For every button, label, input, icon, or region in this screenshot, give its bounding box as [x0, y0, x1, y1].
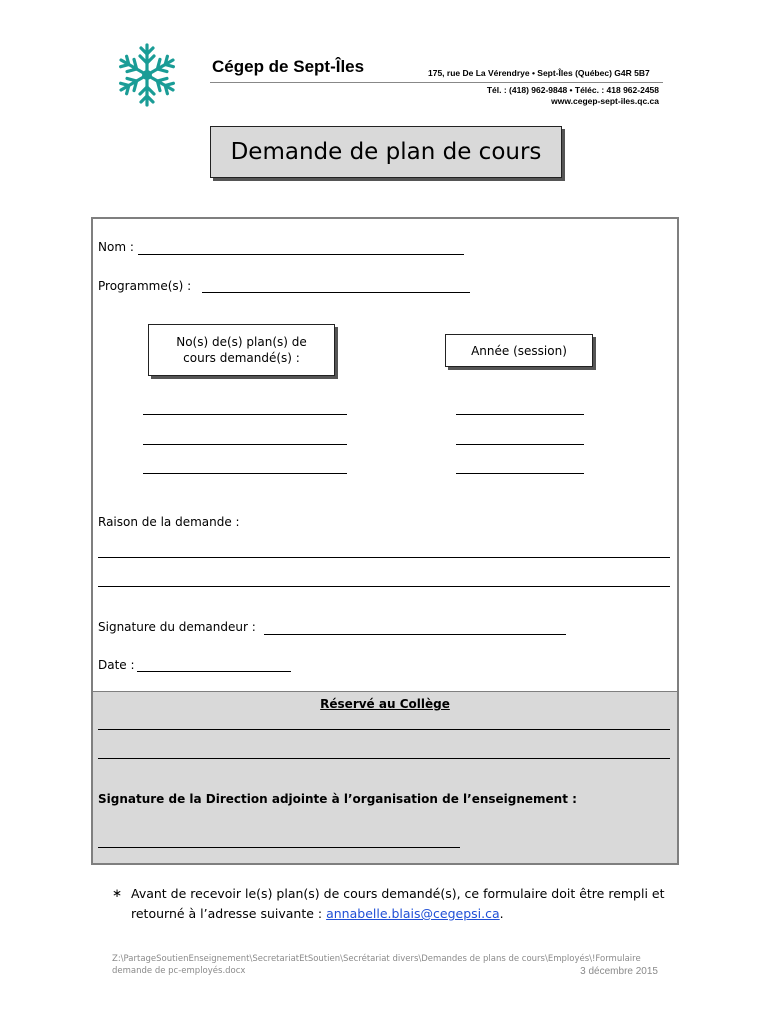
reserved-title: Réservé au Collège	[320, 697, 450, 711]
signature-field[interactable]	[264, 634, 566, 635]
date-field[interactable]	[137, 671, 291, 672]
website-line: www.cegep-sept-iles.qc.ca	[551, 96, 659, 106]
session-field-3[interactable]	[456, 473, 584, 474]
plan-number-field-3[interactable]	[143, 473, 347, 474]
date-label: Date :	[98, 658, 135, 672]
form-frame	[91, 217, 679, 865]
nom-label: Nom :	[98, 240, 134, 254]
reserved-field-line-1[interactable]	[98, 729, 670, 730]
programme-field[interactable]	[202, 292, 470, 293]
note-suffix: .	[499, 906, 504, 921]
note-prefix: retourné à l’adresse suivante :	[131, 906, 327, 921]
college-name: Cégep de Sept-Îles	[212, 57, 365, 76]
plans-requested-header: No(s) de(s) plan(s) de cours demandé(s) :	[148, 324, 335, 376]
form-title-box	[210, 126, 562, 178]
note-text-line-2	[131, 906, 504, 921]
reserved-field-line-2[interactable]	[98, 758, 670, 759]
file-name: demande de pc-employés.docx	[112, 966, 246, 976]
plan-number-field-2[interactable]	[143, 444, 347, 445]
phone-fax-line: Tél. : (418) 962-9848 • Téléc. : 418 962-2458	[486, 85, 659, 95]
address-line: 175, rue De La Vérendrye • Sept-Îles (Québec) G4R 5B7	[428, 68, 650, 78]
plan-number-field-1[interactable]	[143, 414, 347, 415]
session-field-1[interactable]	[456, 414, 584, 415]
file-path: Z:\PartageSoutienEnseignement\SecretariatEtSoutien\Secrétariat divers\Demandes de plans de cours\Employés\!Formulaire	[112, 954, 641, 964]
direction-signature-field[interactable]	[98, 847, 460, 848]
nom-field[interactable]	[138, 254, 464, 255]
raison-field-line-2[interactable]	[98, 586, 670, 587]
email-link[interactable]: annabelle.blais@cegepsi.ca	[326, 906, 500, 921]
note-text: Avant de recevoir le(s) plan(s) de cours demandé(s), ce formulaire doit être rempli et	[131, 886, 665, 901]
raison-label: Raison de la demande :	[98, 515, 240, 529]
snowflake-logo-icon	[112, 40, 182, 110]
note-bullet: ∗	[112, 886, 123, 900]
header-divider	[210, 82, 663, 83]
footer-date: 3 décembre 2015	[580, 966, 658, 977]
session-field-2[interactable]	[456, 444, 584, 445]
signature-label: Signature du demandeur :	[98, 620, 256, 634]
form-title: Demande de plan de cours	[230, 139, 542, 165]
raison-field-line-1[interactable]	[98, 557, 670, 558]
direction-signature-label: Signature de la Direction adjointe à l’organisation de l’enseignement :	[98, 792, 577, 806]
programme-label: Programme(s) :	[98, 279, 192, 293]
annee-session-header: Année (session)	[445, 334, 593, 367]
